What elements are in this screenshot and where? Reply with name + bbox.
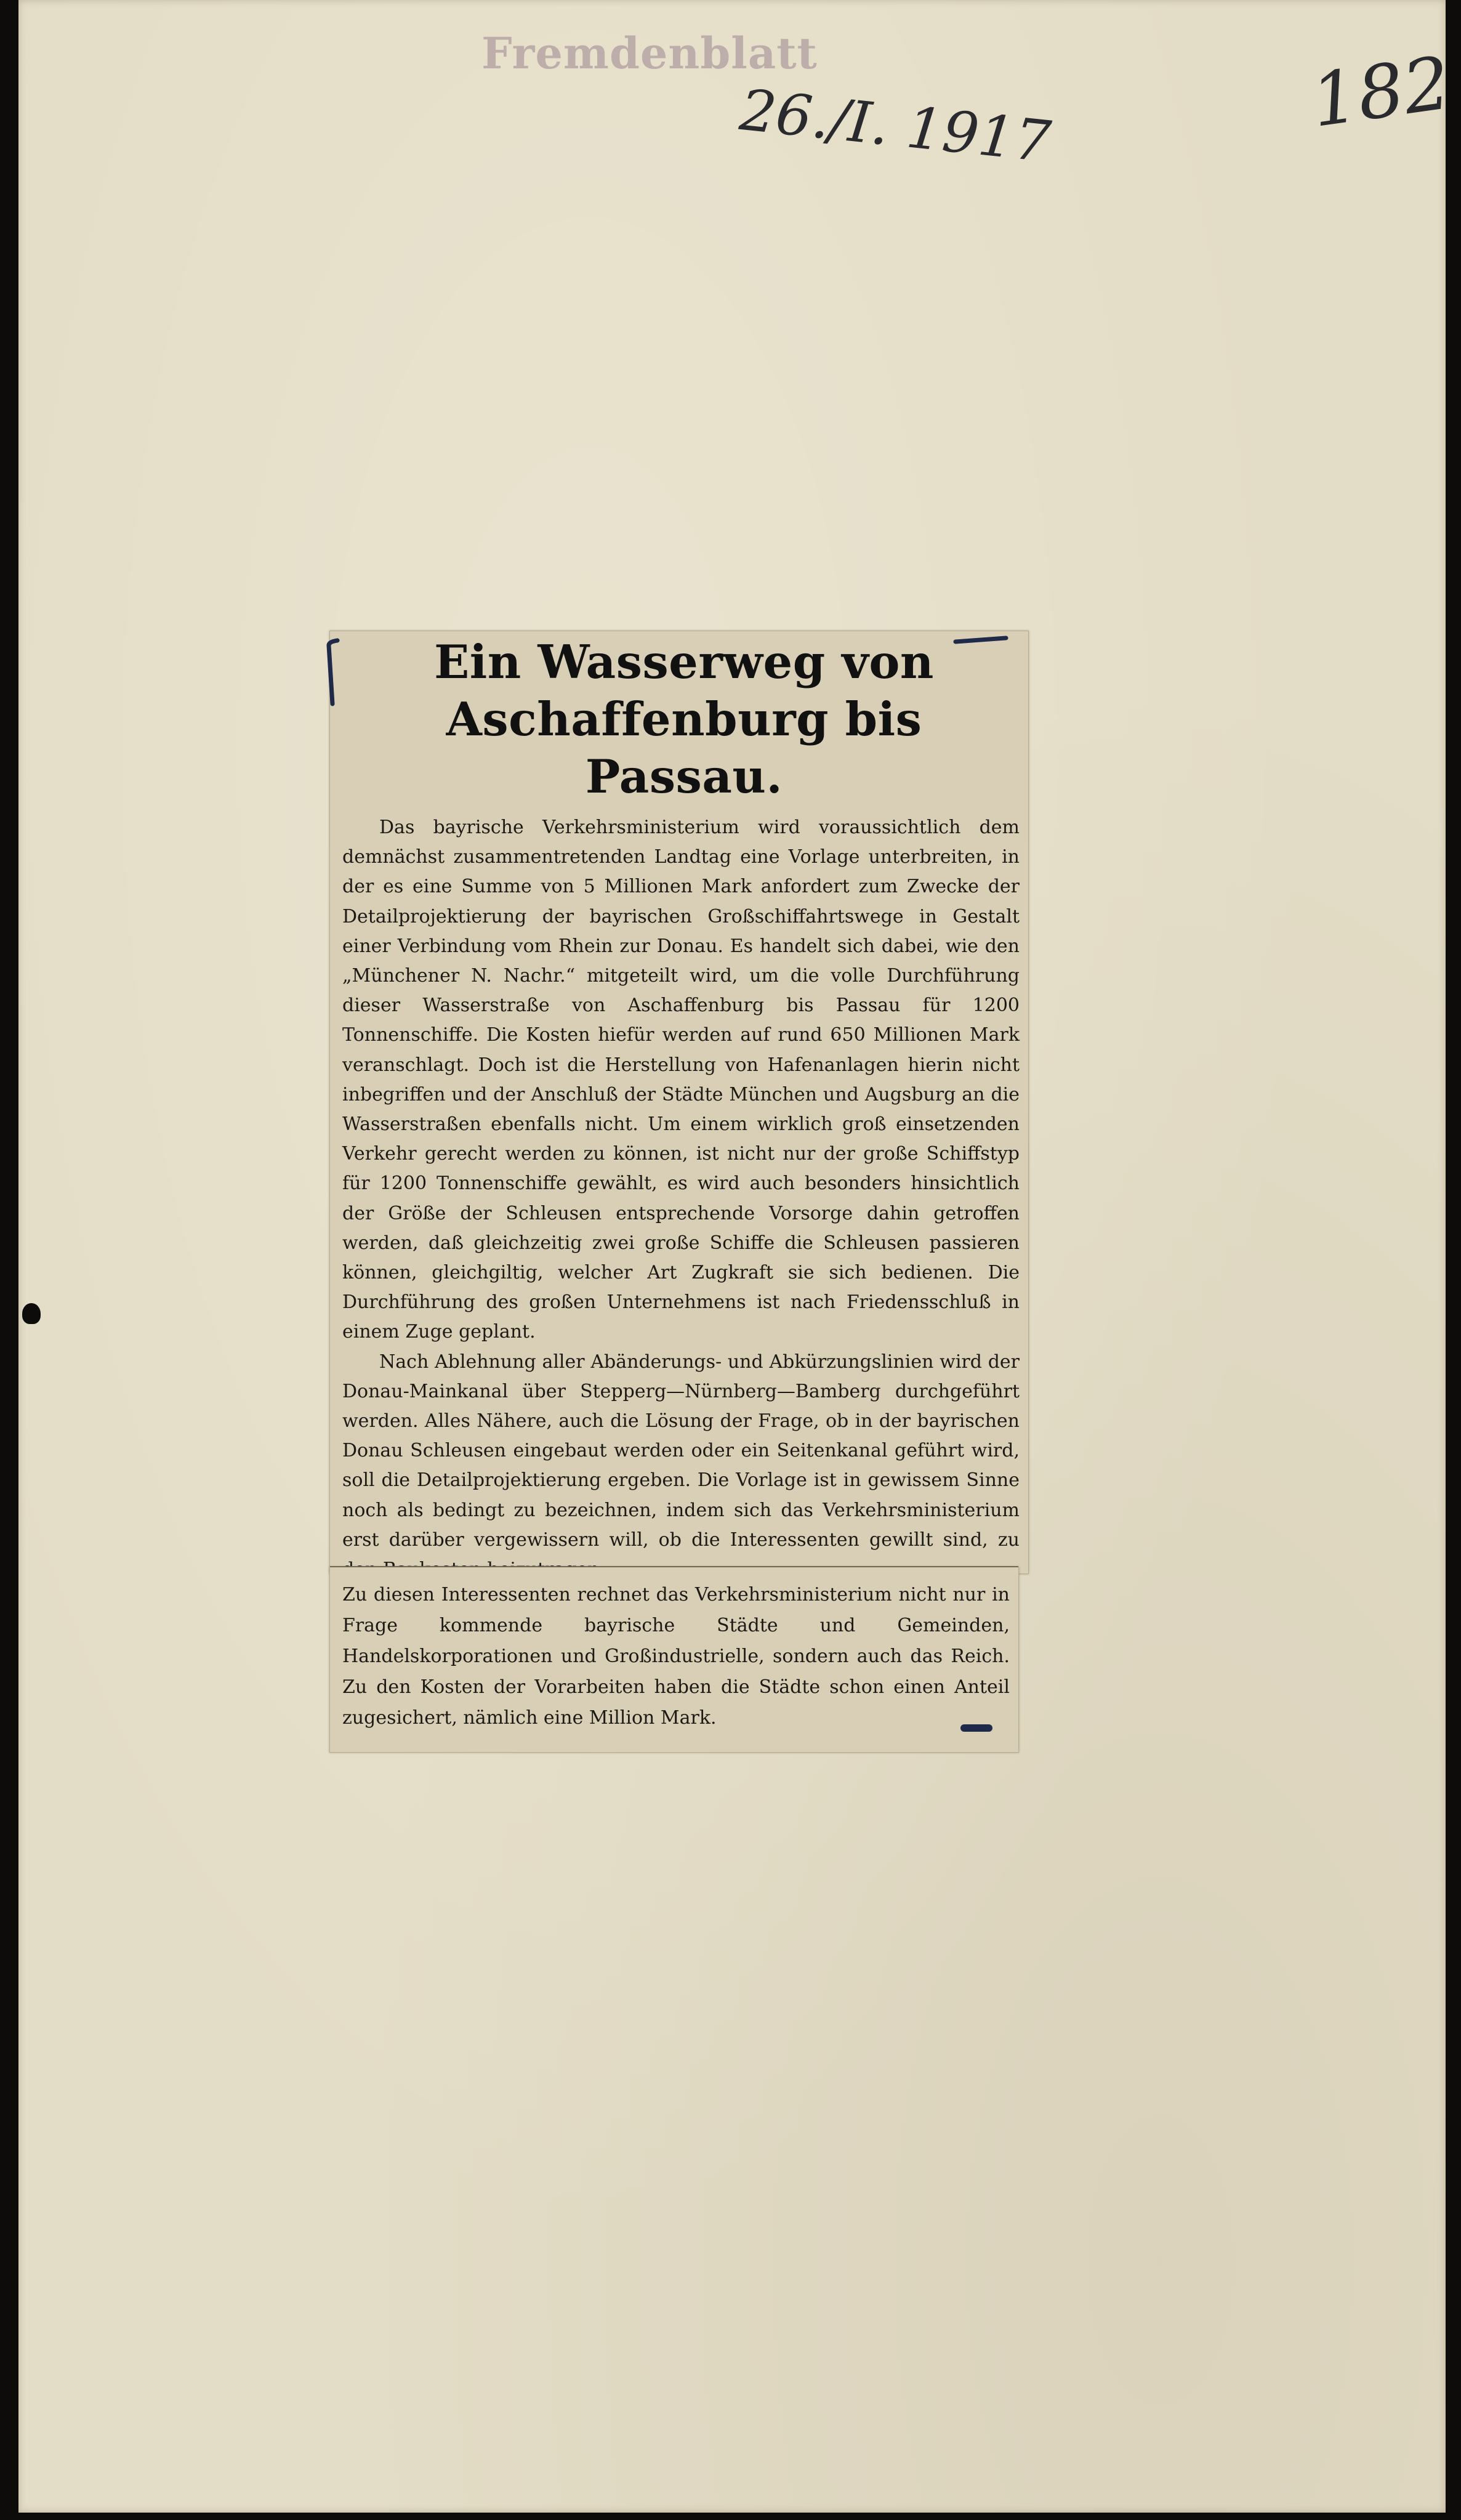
article-paragraph: Nach Ablehnung aller Abänderungs- und Abkürzungslinien wird der Donau-Mainkanal über Stepperg—Nürnberg—Bamberg durchgeführt werden. Alles Nähere, auch die Lösung der Frage, ob in der bayrischen Donau Schleusen eingebaut werden oder ein Seitenkanal geführt wird, soll die Detailprojektierung ergeben. Die Vorlage ist in gewissem Sinne noch als bedingt zu bezeichnen, indem sich das Verkehrsministerium erst darüber vergewissern will, ob die Interessenten gewillt sind, zu xyxy=(342,1351,1020,1551)
folio-number: 182 xyxy=(1306,39,1455,144)
punch-hole xyxy=(22,1303,41,1324)
newspaper-clipping xyxy=(329,631,1029,1574)
article-paragraph: Das bayrische Verkehrsministerium wird voraussichtlich dem demnächst zusammentretenden Landtag eine Vorlage unterbreiten, in der es eine Summe von 5 Millionen Mark anfordert zum Zwecke der Detailprojektierung der bayrischen Großschiffahrtswege in Gestalt einer Verbindung vom Rhein zur Donau. Es handelt sich dabei, wie den „Münchener N. Nachr.“ mitgeteilt wird, um die volle Durchführung dieser Wasserstraße von Aschaffenburg bis Passau für 1200 Tonnenschiffe. Die Kosten hiefür werden auf rund 650 Millionen Mark veranschlagt. Doch ist die Herstellung von Hafenanlagen hierin nicht inbegriffen und der Anschluß der Städte München und Augsburg an die Wasserstraßen ebenfalls nicht. Um einem wirklich groß einsetzenden Verkehr gerecht werden zu können, ist nicht nur der große Schiffstyp für 1200 Tonnenschiffe gewählt, es wird auch besonders hinsichtlich der Größe der Schleusen entsprechende Vorsorge dahin getroffen werden, daß gleichzeitig zwei große Schiffe die Schleusen passieren können, gleichgiltig, welcher Art Zugkraft sie sich bedienen. Die Durchführung des großen Unternehmens ist nach Friedensschluß in einem Zuge geplant. xyxy=(342,817,1020,1343)
blue-crayon-mark xyxy=(960,1724,992,1732)
newspaper-stamp: Fremdenblatt xyxy=(481,28,818,79)
article-body xyxy=(342,813,1020,1585)
archive-sheet xyxy=(18,0,1455,2513)
handwritten-date: 26./I. 1917 xyxy=(736,77,1054,176)
article-headline: Ein Wasserweg von Aschaffenburg bis Passau. xyxy=(434,635,934,804)
article-continuation: Zu diesen Interessenten rechnet das Verkehrsministerium nicht nur in Frage kommende bayrische Städte und Gemeinden, Handelskorporationen und Großindustrielle, sondern auch das Reich. Zu den Kosten der Vorarbeiten haben die Städte schon einen Anteil zugesichert, nämlich eine Million Mark. xyxy=(342,1584,1010,1729)
newspaper-clipping-continuation xyxy=(329,1567,1019,1753)
